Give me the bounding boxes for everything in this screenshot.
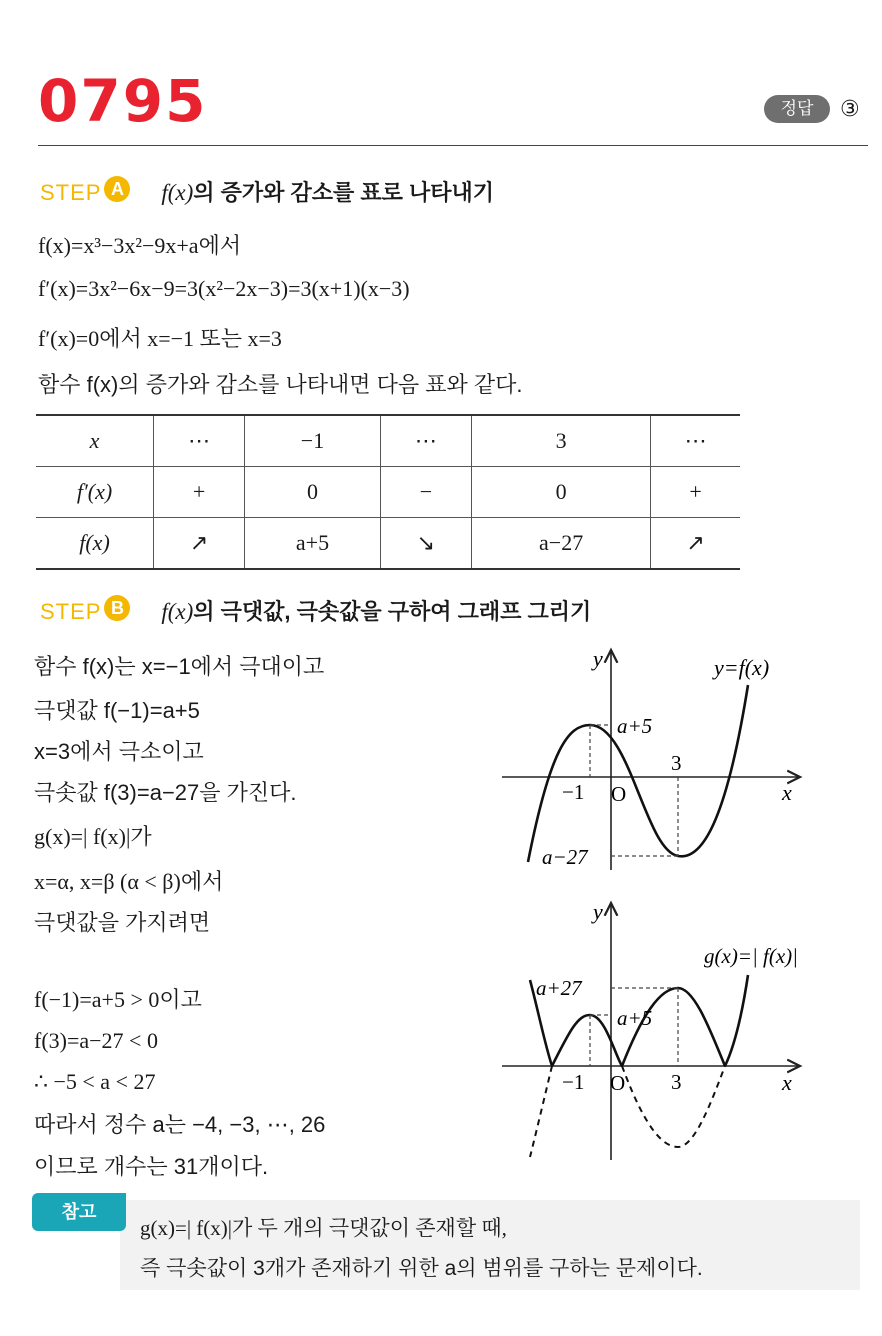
step-b-line-11: 따라서 정수 a는 −4, −3, ⋯, 26	[34, 1112, 326, 1137]
header-divider	[38, 145, 868, 146]
table-row	[36, 415, 740, 467]
step-a-line-4: 함수 f(x)의 증가와 감소를 나타내면 다음 표와 같다.	[38, 372, 523, 397]
step-b-line-2: 극댓값 f(−1)=a+5	[34, 698, 200, 723]
graph-g-tick-neg1: −1	[562, 1070, 585, 1094]
note-tag: 참고	[32, 1193, 126, 1231]
answer-value: ③	[840, 96, 860, 121]
step-b-title-math: f(x)	[161, 599, 194, 624]
curve-f	[528, 685, 748, 862]
graph-f-tick-neg1: −1	[562, 780, 585, 804]
step-b-heading	[40, 595, 591, 626]
step-b-line-1: 함수 f(x)는 x=−1에서 극대이고	[34, 654, 325, 679]
graph-f-max-label: a+5	[617, 714, 653, 738]
problem-number: 0795	[38, 67, 208, 135]
graph-f-y-label: y	[593, 646, 603, 671]
table-cell: +	[154, 467, 245, 518]
graph-g-y-label: y	[593, 899, 603, 924]
step-a-badge: A	[104, 176, 130, 202]
table-cell: ⋯	[380, 415, 471, 467]
step-b-line-3: x=3에서 극소이고	[34, 739, 204, 764]
step-b-line-5: g(x)=| f(x)|가	[34, 824, 152, 849]
graph-f-origin: O	[611, 782, 627, 806]
graph-g	[490, 895, 840, 1165]
graph-f-curve-label: y=f(x)	[714, 655, 770, 680]
table-cell: x	[36, 415, 154, 467]
graph-g-curve-label: g(x)=| f(x)|	[704, 944, 798, 968]
table-cell: ↗	[154, 518, 245, 570]
table-cell: 0	[245, 467, 381, 518]
step-b-line-4: 극솟값 f(3)=a−27을 가진다.	[34, 780, 297, 805]
table-cell: a+5	[245, 518, 381, 570]
step-b-line-8: f(−1)=a+5 > 0이고	[34, 987, 202, 1012]
curve-g-right-branch	[725, 975, 748, 1066]
step-b-line-12: 이므로 개수는 31개이다.	[34, 1154, 269, 1179]
graph-g-label-low: a+5	[617, 1006, 653, 1030]
table-cell: 3	[472, 415, 651, 467]
curve-f-dashed-left	[530, 1066, 552, 1157]
table-row	[36, 467, 740, 518]
table-cell: f(x)	[36, 518, 154, 570]
step-b-line-10: ∴ −5 < a < 27	[34, 1069, 156, 1094]
step-b-badge: B	[104, 595, 130, 621]
step-a-line-1: f(x)=x³−3x²−9x+a에서	[38, 233, 242, 258]
graph-g-origin: O	[610, 1071, 626, 1095]
step-b-label: STEP	[40, 599, 102, 624]
graph-f	[490, 640, 830, 880]
step-b-line-6: x=α, x=β (α < β)에서	[34, 869, 224, 894]
step-b-title: 의 극댓값, 극솟값을 구하여 그래프 그리기	[193, 599, 592, 624]
step-a-heading	[40, 176, 494, 207]
table-cell: ⋯	[154, 415, 245, 467]
step-b-line-7: 극댓값을 가지려면	[34, 910, 211, 935]
note-line-1: g(x)=| f(x)|가 두 개의 극댓값이 존재할 때,	[140, 1216, 507, 1240]
answer-badge: 정답	[764, 95, 830, 123]
step-a-line-3: f′(x)=0에서 x=−1 또는 x=3	[38, 326, 282, 351]
graph-g-x-label: x	[782, 1070, 792, 1095]
graph-f-x-label: x	[782, 780, 792, 805]
table-cell: −	[380, 467, 471, 518]
sign-table	[36, 414, 740, 570]
table-cell: ⋯	[651, 415, 740, 467]
table-cell: f′(x)	[36, 467, 154, 518]
table-cell: ↘	[380, 518, 471, 570]
table-cell: ↗	[651, 518, 740, 570]
graph-f-tick-3: 3	[671, 751, 682, 775]
step-a-line-2: f′(x)=3x²−6x−9=3(x²−2x−3)=3(x+1)(x−3)	[38, 276, 410, 301]
table-cell: −1	[245, 415, 381, 467]
table-row	[36, 518, 740, 570]
graph-g-tick-3: 3	[671, 1070, 682, 1094]
step-b-line-9: f(3)=a−27 < 0	[34, 1028, 158, 1053]
step-a-label: STEP	[40, 180, 102, 205]
table-cell: +	[651, 467, 740, 518]
step-a-title-math: f(x)	[161, 180, 194, 205]
graph-g-label-high: a+27	[536, 976, 582, 1000]
table-cell: 0	[472, 467, 651, 518]
table-cell: a−27	[472, 518, 651, 570]
graph-f-min-label: a−27	[542, 845, 588, 869]
step-a-title: 의 증가와 감소를 표로 나타내기	[193, 180, 495, 205]
note-line-2: 즉 극솟값이 3개가 존재하기 위한 a의 범위를 구하는 문제이다.	[140, 1257, 703, 1280]
